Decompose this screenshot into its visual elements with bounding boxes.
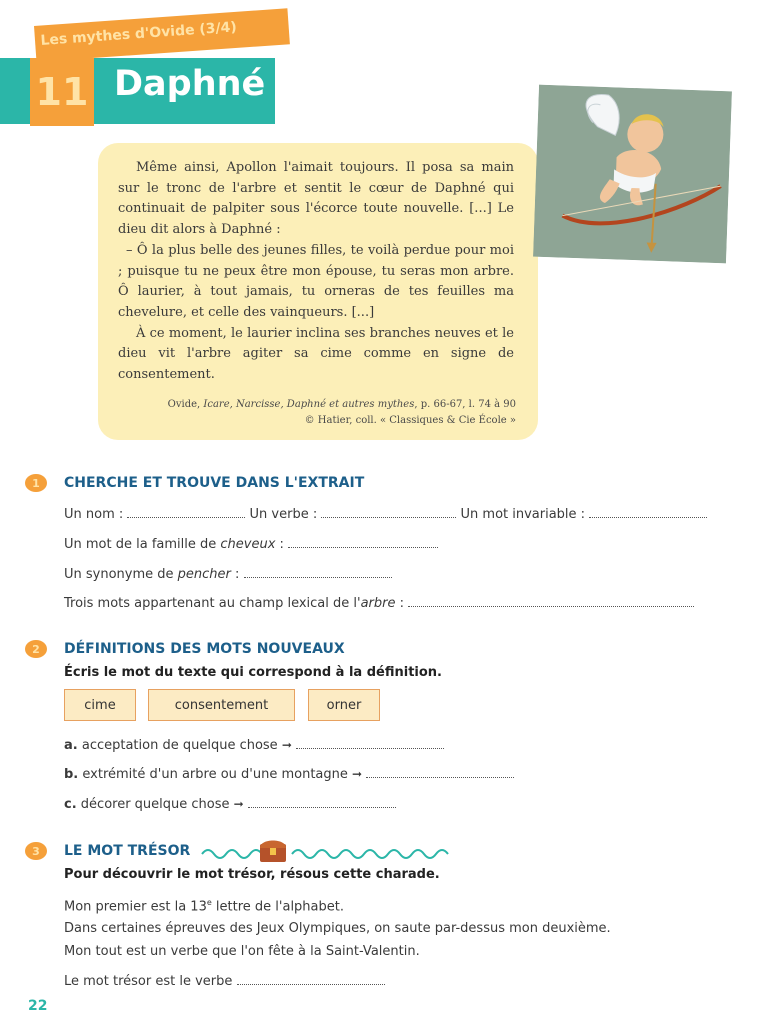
famille-label: Un mot de la famille de (64, 537, 217, 552)
charade-line-1-end: lettre de l'alphabet. (211, 899, 344, 915)
invariable-label: Un mot invariable : (460, 507, 586, 522)
champ-colon: : (399, 596, 405, 611)
treasure-chest-icon (260, 841, 286, 863)
definition-c-letter: c. (64, 797, 77, 812)
champ-label: Trois mots appartenant au champ lexical de l' (64, 596, 361, 611)
passage-text (118, 158, 514, 386)
champ-answer-field[interactable] (408, 596, 694, 607)
definition-a-letter: a. (64, 738, 78, 753)
page-number: 22 (28, 998, 48, 1014)
source-publisher: © Hatier, coll. « Classiques & Cie École » (304, 415, 516, 426)
source-author: Ovide, (167, 399, 201, 410)
famille-answer-field[interactable] (288, 537, 438, 548)
treasure-answer-label: Le mot trésor est le verbe (64, 974, 233, 989)
passage-paragraph: Même ainsi, Apollon l'aimait toujours. Il posa sa main sur le tronc de l'arbre et sentit le cœur de Daphné qui continuait de palpiter sous l'écorce toute nouvelle. [...] Le dieu dit alors à Daphné : (118, 160, 514, 238)
arrow-icon: ➞ (281, 738, 292, 752)
word-chip-cime: cime (64, 689, 136, 721)
synonyme-label: Un synonyme de (64, 567, 174, 582)
definition-b-letter: b. (64, 767, 79, 782)
charade-line-1 (64, 898, 344, 914)
verbe-answer-field[interactable] (321, 507, 456, 518)
definition-b-answer-field[interactable] (366, 767, 514, 778)
series-title: Les mythes d'Ovide (3/4) (40, 19, 238, 49)
charade-line-2: Dans certaines épreuves des Jeux Olympiques, on saute par-dessus mon deuxième. (64, 921, 611, 936)
exercise-2-title: DÉFINITIONS DES MOTS NOUVEAUX (64, 641, 345, 657)
exercise-1-line-champ (64, 596, 694, 611)
definition-c-answer-field[interactable] (248, 797, 396, 808)
arrow-icon: ➞ (352, 767, 363, 781)
exercise-3-instruction: Pour découvrir le mot trésor, résous cette charade. (64, 867, 440, 882)
exercise-2-instruction: Écris le mot du texte qui correspond à la définition. (64, 665, 442, 680)
nom-label: Un nom : (64, 507, 124, 522)
source-pages: , p. 66-67, l. 74 à 90 (414, 399, 516, 410)
charade-line-1-text: Mon premier est la 13 (64, 899, 207, 915)
definition-b (64, 767, 514, 782)
charade-superscript: e (206, 898, 212, 907)
definition-c-text: décorer quelque chose (80, 797, 230, 812)
exercise-1-title: CHERCHE ET TROUVE DANS L'EXTRAIT (64, 475, 365, 491)
charade-line-3: Mon tout est un verbe que l'on fête à la Saint-Valentin. (64, 944, 420, 959)
definition-a-text: acceptation de quelque chose (81, 738, 278, 753)
definition-a-answer-field[interactable] (296, 738, 444, 749)
lesson-number: 11 (30, 58, 94, 126)
exercise-3-title: LE MOT TRÉSOR (64, 843, 191, 859)
synonyme-word: pencher (177, 567, 231, 582)
synonyme-colon: : (235, 567, 240, 582)
arrow-icon: ➞ (233, 797, 244, 811)
passage-paragraph: – Ô la plus belle des jeunes filles, te voilà perdue pour moi ; puisque tu ne peux être mon épouse, tu seras mon arbre. Ô laurier, à tout jamais, tu orneras de tes feuilles ma chevelure, et celle des vainqueurs. [...] (118, 242, 514, 320)
definition-b-text: extrémité d'un arbre ou d'une montagne (82, 767, 348, 782)
verbe-label: Un verbe : (249, 507, 318, 522)
famille-colon: : (279, 537, 284, 552)
exercise-1-line-synonyme (64, 567, 392, 582)
treasure-answer-line (64, 974, 385, 989)
cupid-illustration (533, 85, 732, 264)
treasure-chest-wave-decoration (200, 836, 455, 864)
champ-word: arbre (360, 596, 396, 611)
passage-source (168, 397, 516, 429)
nom-answer-field[interactable] (127, 507, 245, 518)
definition-c (64, 797, 396, 812)
exercise-1-line-nom (64, 507, 707, 522)
definition-a (64, 738, 444, 753)
exercise-3-bullet: 3 (25, 842, 47, 860)
lesson-title: Daphné (114, 64, 266, 104)
treasure-answer-field[interactable] (237, 974, 385, 985)
passage-paragraph: À ce moment, le laurier inclina ses branches neuves et le dieu vit l'arbre agiter sa cime comme en signe de consentement. (118, 325, 514, 383)
synonyme-answer-field[interactable] (244, 567, 392, 578)
exercise-1-bullet: 1 (25, 474, 47, 492)
word-chip-consentement: consentement (148, 689, 295, 721)
exercise-2-bullet: 2 (25, 640, 47, 658)
word-chip-orner: orner (308, 689, 380, 721)
famille-word: cheveux (220, 537, 276, 552)
exercise-1-line-famille (64, 537, 438, 552)
invariable-answer-field[interactable] (589, 507, 707, 518)
source-work: Icare, Narcisse, Daphné et autres mythes (203, 399, 415, 410)
